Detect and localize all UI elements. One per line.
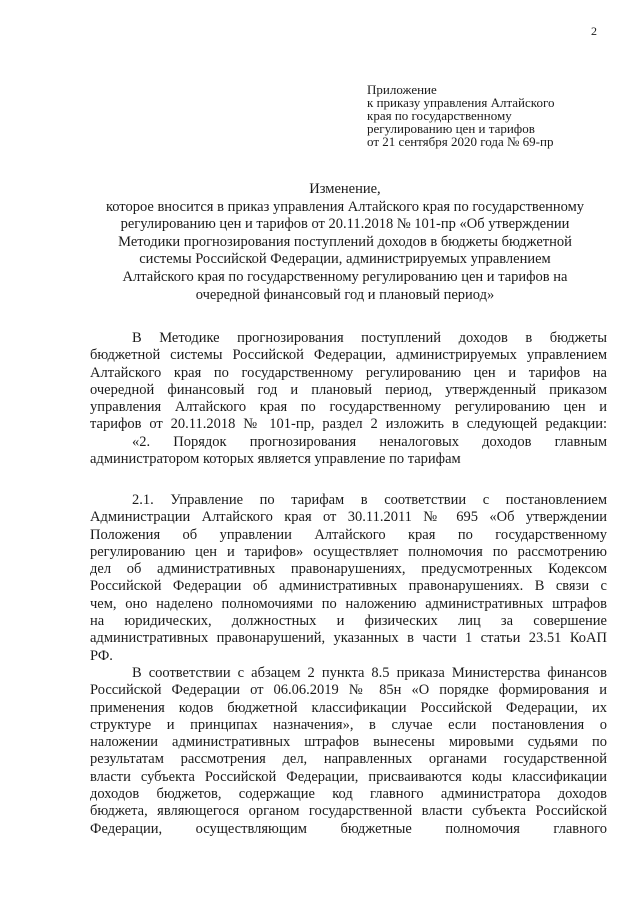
paragraph-line: структуре и принципах назначения», в случае если постановления о: [90, 716, 607, 733]
paragraph-line: чем, оно наделено полномочиями по наложению административных штрафов: [90, 595, 607, 612]
paragraph-line: Федерации, осуществляющим бюджетные полномочия главного: [90, 820, 607, 837]
paragraph-line: на юридических, должностных и физических лиц за совершение: [90, 613, 607, 630]
paragraph-line: применения кодов бюджетной классификации Российской Федерации, их: [90, 699, 607, 716]
section-2-1-paragraph: [90, 492, 607, 665]
title-line: Алтайского края по государственному регулированию цен и тарифов на: [122, 268, 568, 285]
appendix-line: края по государственному: [367, 108, 512, 123]
paragraph-line: бюджетной системы Российской Федерации, администрируемых управлением: [90, 347, 607, 364]
paragraph-line: Администрации Алтайского края от 30.11.2011 № 695 «Об утверждении: [90, 509, 607, 526]
heading-line: администратором которых является управление по тарифам: [90, 451, 461, 468]
paragraph-line: результатам рассмотрения дел, направленных органами государственной: [90, 751, 607, 768]
title-line: Методики прогнозирования поступлений доходов в бюджеты бюджетной: [118, 233, 572, 250]
classification-paragraph: [90, 665, 607, 838]
title-line: Изменение,: [309, 181, 381, 197]
heading-line: «2. Порядок прогнозирования неналоговых доходов главным: [132, 434, 607, 450]
paragraph-line: Алтайского края по государственному регулированию цен и тарифов на: [90, 364, 607, 381]
page-number: 2: [591, 24, 597, 38]
appendix-block: [367, 83, 554, 148]
paragraph-line: Российской Федерации об административных правонарушениях. В связи с: [90, 578, 607, 595]
paragraph-line: 2.1. Управление по тарифам в соответствии с постановлением: [132, 492, 607, 508]
paragraph-line: В Методике прогнозирования поступлений доходов в бюджеты: [132, 330, 607, 346]
paragraph-line: В соответствии с абзацем 2 пункта 8.5 приказа Министерства финансов: [132, 665, 607, 681]
paragraph-line: административных правонарушений, указанных в части 1 статьи 23.51 КоАП: [90, 630, 607, 647]
appendix-line: к приказу управления Алтайского: [367, 95, 555, 110]
title-line: регулированию цен и тарифов от 20.11.2018 № 101-пр «Об утверждении: [120, 216, 570, 233]
paragraph-line: наложении административных штрафов вынесены мировыми судьями по: [90, 734, 607, 751]
document-title: [80, 181, 610, 304]
paragraph-line: дел об административных правонарушениях, предусмотренных Кодексом: [90, 561, 607, 578]
paragraph-line: бюджета, являющегося органом государственной власти субъекта Российской: [90, 803, 607, 820]
paragraph-line: Российской Федерации от 06.06.2019 № 85н «О порядке формирования и: [90, 682, 607, 699]
appendix-line: Приложение: [367, 82, 437, 97]
paragraph-line: тарифов от 20.11.2018 № 101-пр, раздел 2 изложить в следующей редакции:: [90, 416, 607, 433]
title-line: очередной финансовый год и плановый период»: [195, 286, 495, 303]
paragraph-line: регулированию цен и тарифов» осуществляет полномочия по рассмотрению: [90, 543, 607, 560]
appendix-line: регулированию цен и тарифов: [367, 121, 535, 136]
paragraph-line: Положения об управлении Алтайского края по государственному: [90, 526, 607, 543]
paragraph-line: управления Алтайского края по государственному регулированию цен и: [90, 399, 607, 416]
paragraph-line: РФ.: [90, 647, 113, 664]
appendix-line: от 21 сентября 2020 года № 69-пр: [367, 134, 554, 149]
paragraph-line: власти субъекта Российской Федерации, присваиваются коды классификации: [90, 768, 607, 785]
title-line: системы Российской Федерации, администрируемых управлением: [139, 251, 551, 268]
paragraph-line: доходов бюджетов, содержащие код главного администратора доходов: [90, 786, 607, 803]
paragraph-line: очередной финансовый год и плановый период, утвержденный приказом: [90, 381, 607, 398]
intro-paragraph: [90, 330, 607, 434]
title-line: которое вносится в приказ управления Алтайского края по государственному: [105, 198, 585, 215]
section-heading: [90, 434, 607, 469]
